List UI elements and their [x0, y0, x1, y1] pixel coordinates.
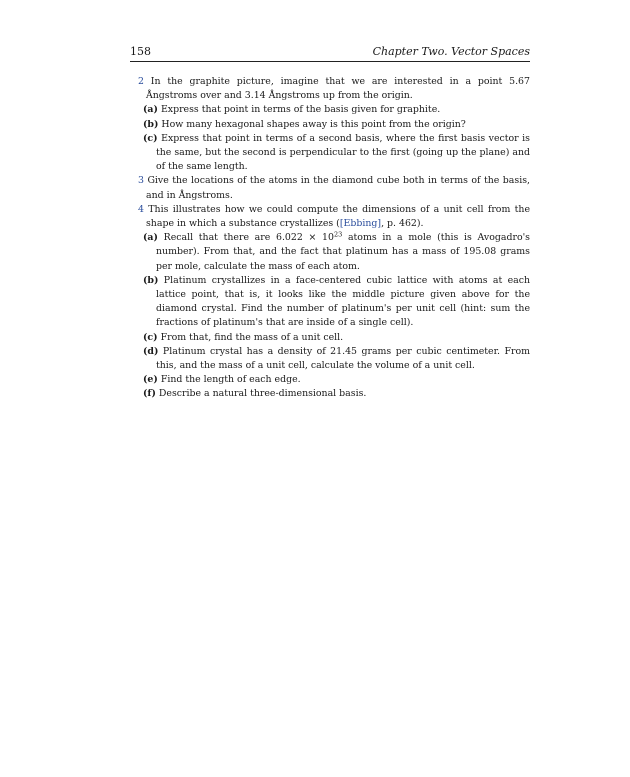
exercise-part [130, 345, 530, 373]
exercise-part [130, 231, 530, 274]
part-text: How many hexagonal shapes away is this point from the origin? [161, 118, 466, 130]
exercise-part [130, 387, 530, 401]
citation-link[interactable]: [Ebbing] [339, 218, 382, 230]
exercise-part [130, 274, 530, 331]
exercise-number[interactable]: 4 [138, 203, 144, 215]
part-label: (e) [143, 374, 158, 386]
part-label: (a) [143, 104, 158, 116]
exercise-2 [130, 75, 530, 174]
exercise-prompt [130, 174, 530, 202]
exercise-part [130, 103, 530, 117]
part-text: Express that point in terms of a second basis, where the first basis vector is the same, but the second is perpendicular to the first (going up the plane) and of the same length. [156, 132, 530, 173]
part-label: (a) [143, 232, 158, 244]
exercise-text: Give the locations of the atoms in the diamond cube both in terms of the basis, and in Ångstroms. [146, 175, 530, 201]
part-label: (b) [143, 118, 159, 130]
part-text: Find the length of each edge. [160, 374, 301, 386]
exercise-3 [130, 174, 530, 202]
part-label: (b) [143, 274, 159, 286]
part-text: From that, find the mass of a unit cell. [160, 331, 344, 343]
part-text: Platinum crystallizes in a face-centered cubic lattice with atoms at each lattice point, that is, it looks like the middle picture given above for the diamond crystal. Find the number of platinum's per unit cell (hint: sum the fractions of platinum's that are inside of a single cell). [156, 274, 530, 329]
exponent-superscript: 23 [333, 230, 343, 239]
exercise-4 [130, 203, 530, 402]
exercise-number[interactable]: 2 [138, 76, 144, 87]
exercise-part [130, 331, 530, 345]
part-text-end: atoms in a mole (this is Avogadro's number). From that, and the fact that platinum has a mass of 195.08 grams per mole, calculate the mass of each atom. [156, 232, 530, 272]
part-label: (f) [143, 388, 156, 400]
page-content [130, 75, 530, 402]
part-label: (d) [143, 345, 159, 357]
running-title: Chapter Two. Vector Spaces [372, 45, 530, 58]
exercise-prompt [130, 75, 530, 103]
page-number: 158 [130, 45, 151, 58]
part-label: (c) [143, 132, 158, 144]
exercise-text-end: , p. 462). [381, 218, 424, 230]
part-text: Describe a natural three-dimensional basis. [158, 388, 367, 400]
exercise-number[interactable]: 3 [138, 175, 144, 187]
exercise-part [130, 373, 530, 387]
page-header [130, 44, 530, 62]
exercise-part [130, 132, 530, 175]
part-label: (c) [143, 331, 158, 343]
part-text: Platinum crystal has a density of 21.45 grams per cubic centimeter. From this, and the mass of a unit cell, calculate the volume of a unit cell. [156, 345, 530, 372]
part-text: Recall that there are 6.022 × 10 [163, 232, 334, 244]
exercise-prompt [130, 203, 530, 231]
exercise-text: In the graphite picture, imagine that we are interested in a point 5.67 Ångstroms over and 3.14 Ångstroms up from the origin. [146, 76, 530, 102]
exercise-part [130, 118, 530, 132]
part-text: Express that point in terms of the basis given for graphite. [160, 104, 441, 116]
exercise-text: This illustrates how we could compute the dimensions of a unit cell from the shape in which a substance crystallizes ( [146, 203, 531, 230]
